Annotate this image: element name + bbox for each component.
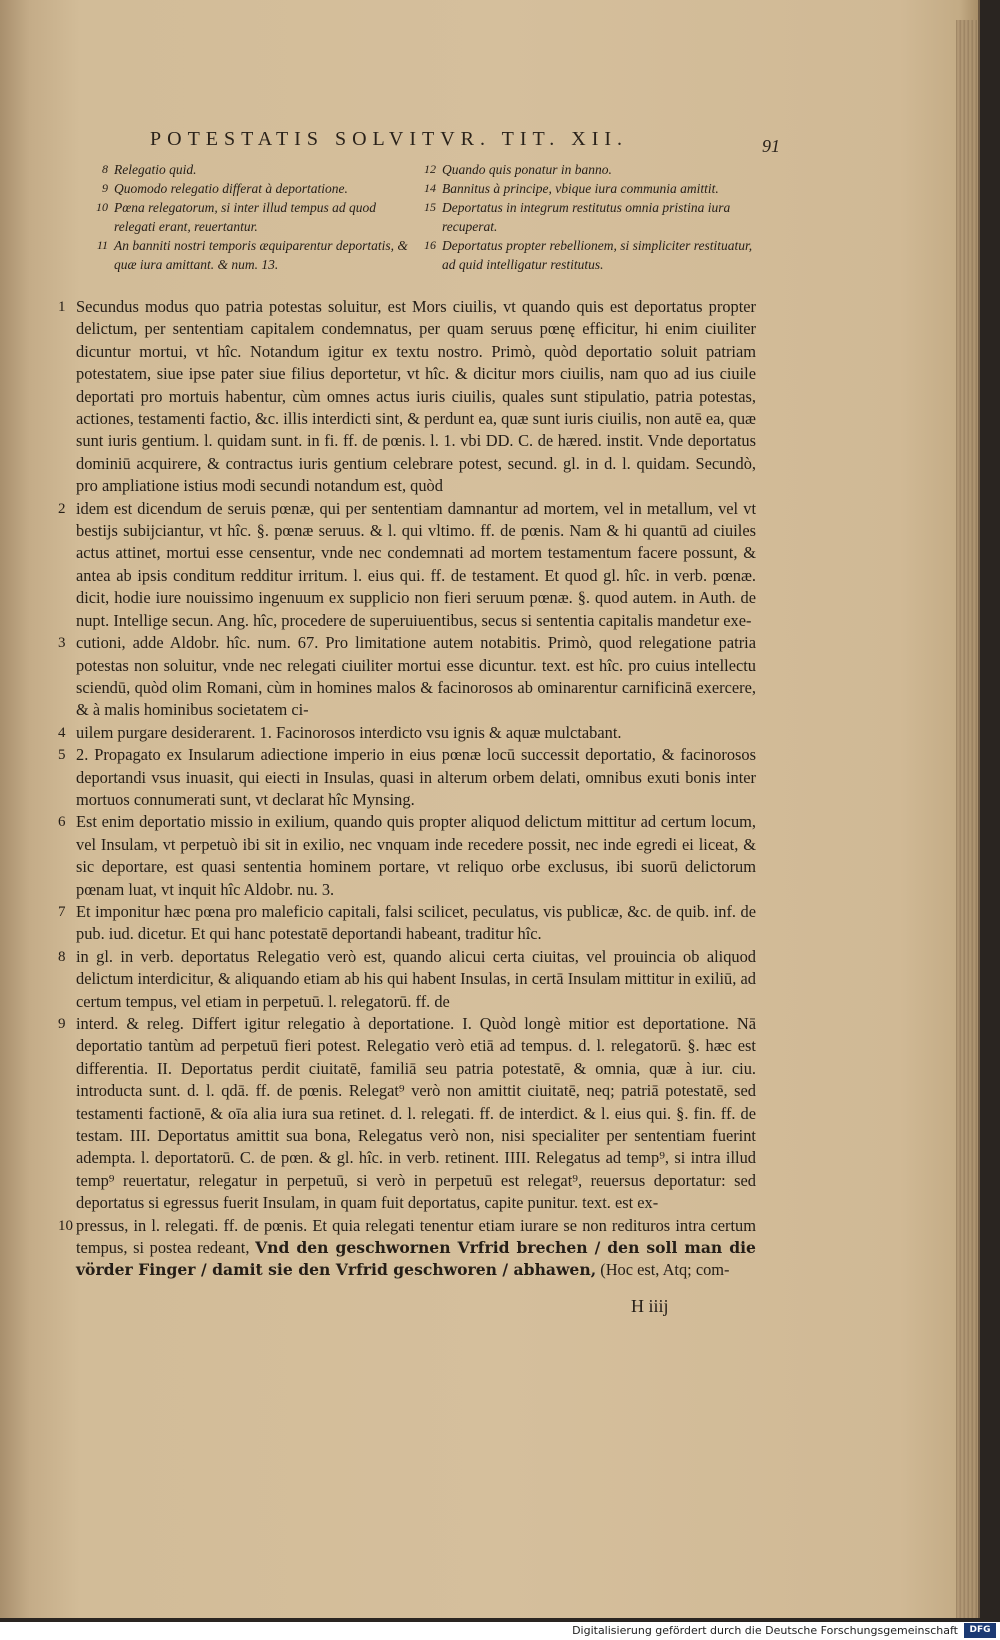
summary-number: 8 (102, 162, 108, 176)
digitization-footer (0, 1622, 1000, 1640)
margin-number: 4 (58, 724, 66, 741)
margin-number: 1 (58, 299, 66, 315)
summary-item (80, 198, 410, 236)
paragraph (58, 1215, 756, 1282)
running-title: POTESTATIS SOLVITVR. TIT. XII. (150, 128, 629, 150)
paragraph (58, 744, 756, 811)
paragraph (58, 811, 756, 901)
footer-credit: Digitalisierung gefördert durch die Deutsche Forschungsgemeinschaft (572, 1624, 958, 1637)
margin-number: 7 (58, 903, 66, 920)
summary-item (408, 179, 768, 198)
summary-text: Relegatio quid. (114, 162, 197, 177)
summary-right-column (408, 160, 768, 274)
main-text (58, 296, 756, 1282)
summary-number: 12 (424, 162, 436, 176)
summary-text: Bannitus à principe, vbique iura communia amittit. (442, 181, 719, 196)
summary-text: An banniti nostri temporis æquiparentur deportatis, & quæ iura amittant. & num. 13. (114, 238, 408, 272)
german-fraktur-text: Vnd den geschwornen Vrfrid brechen / den soll man die vörder Finger / damit sie den Vrfrid geschworen / abhawen, (76, 1238, 756, 1280)
page-number: 91 (762, 136, 780, 156)
summary-text: Deportatus propter rebellionem, si simpliciter restituatur, ad quid intelligatur restitutus. (442, 238, 753, 272)
summary-item (408, 236, 768, 274)
margin-number: 5 (58, 747, 66, 764)
paragraph-text: Secundus modus quo patria potestas soluitur, est Mors ciuilis, vt quando quis est deportatus propter delictum, per sententiam capitalem condemnatus, per quam seruus pœnę efficitur, hi enim ciuiliter dicuntur mortui, vt hîc. Notandum igitur ex textu nostro. Primò, quòd deportatio soluit patriam potestatem, siue ipse pater siue filius deportetur, vt hîc. & dicitur mors ciuilis, nam quo ad ius ciuile deportati pro mortuis habentur, cùm omnes actus iuris ciuilis, quales sunt stipulatio, patria potestas, actiones, testamenti factio, &c. illis interdicti sint, & perdunt ea, quæ sunt iuris ciuilis, non autē ea, quæ sunt iuris gentium. l. quidam sunt. in fi. ff. de pœnis. l. 1. vbi DD. C. de hæred. instit. Vnde deportatus dominiū acquirere, & contractus iuris gentium celebrare potest, secund. gl. in d. l. quidam. Secundò, pro ampliatione istius modi secundi notandum est, quòd (76, 297, 756, 496)
paragraph-text: 2. Propagato ex Insularum adiectione imperio in eius pœnæ locū successit deportatio, & facinorosos deportandi vsus inuasit, qui eiecti in Insulas, quasi in alterum orbem delati, omnibus exuti bonis inter mortuos connumerati sunt, vt declarat hîc Mynsing. (76, 745, 756, 809)
running-header (150, 128, 780, 158)
summary-number: 11 (96, 238, 108, 252)
summary-number: 14 (424, 181, 436, 195)
margin-number: 6 (58, 814, 66, 831)
summary-item (80, 160, 410, 179)
summary-item (80, 236, 410, 274)
summary-number: 15 (424, 200, 436, 214)
paragraph-text: pressus, in l. relegati. ff. de pœnis. Et quia relegati tenentur etiam iurare se non redituros intra certum tempus, si postea redeant, (76, 1215, 756, 1258)
summary-text: Quomodo relegatio differat à deportatione. (114, 181, 348, 196)
margin-number: 8 (58, 948, 66, 965)
margin-number: 10 (58, 1217, 73, 1234)
summary-number: 10 (96, 200, 108, 214)
margin-number: 9 (58, 1016, 66, 1032)
paragraph-tail: (Hoc est, Atq; com- (600, 1260, 730, 1280)
paragraph (58, 632, 756, 722)
paragraph (58, 722, 756, 744)
signature-mark: H iiij (631, 1296, 669, 1316)
paragraph-text: uilem purgare desiderarent. 1. Facinorosos interdicto vsu ignis & aquæ mulctabant. (76, 722, 622, 742)
summary-number: 9 (102, 181, 108, 195)
summary-number: 16 (424, 238, 436, 252)
paragraph-text: Est enim deportatio missio in exilium, quando quis propter aliquod delictum mittitur ad certum locum, vel Insulam, vt perpetuò ibi sit in exilio, nec vnquam inde recedere possit, nec inde egredi ei liceat, & sic deportare, est quasi sententia hominem portare, vt reliquo orbe exclusus, ibi suorū delictorum pœnam luat, vt inquit hîc Aldobr. nu. 3. (76, 812, 756, 899)
margin-number: 3 (58, 635, 66, 652)
summary-item (408, 198, 768, 236)
paragraph (58, 498, 756, 632)
paragraph-text: cutioni, adde Aldobr. hîc. num. 67. Pro limitatione autem notabitis. Primò, quod relegatione patria potestas non soluitur, vnde nec relegati ciuiliter mortui esse dicuntur. text. est hîc. pro cuius intellectu sciendū, quòd olim Romani, cùm in homines malos & facinorosos ab ominarentur carnificinā exercere, & à malis hominibus societatem ci- (76, 633, 756, 720)
paragraph (58, 296, 756, 498)
paragraph (58, 901, 756, 946)
paragraph-text: idem est dicendum de seruis pœnæ, qui per sententiam damnantur ad mortem, vel in metallum, vel vt bestijs subijciantur, vt hîc. §. pœnæ seruus. & l. qui vltimo. ff. de pœnis. Nam & hi quantū ad ciuiles actus attinet, mortui esse censentur, vnde nec condemnati ad mortem testamentum facere possunt, & antea ab ipsis conditum redditur irritum. l. eius qui. ff. de testament. Et quod gl. hîc. in verb. pœnæ. dicit, hodie iure nouissimo ingenuum ex supplicio non fieri seruum pœnæ. §. quod autem. in Auth. de nupt. Intellige secun. Ang. hîc, procedere de superuiuentibus, secus si sententia capitalis mandetur exe- (76, 498, 756, 630)
summary-left-column (80, 160, 410, 274)
summary-item (408, 160, 768, 179)
summary-text: Quando quis ponatur in banno. (442, 162, 612, 177)
summary-text: Deportatus in integrum restitutus omnia pristina iura recuperat. (442, 200, 731, 234)
paragraph (58, 946, 756, 1013)
paragraph-text: Et imponitur hæc pœna pro maleficio capitali, falsi scilicet, peculatus, vis publicæ, &c. de quib. inf. de pub. iud. dicetur. Et qui hanc potestatē deportandi habeant, traditur hîc. (76, 901, 756, 944)
paragraph-text: interd. & releg. Differt igitur relegatio à deportatione. I. Quòd longè mitior est deportatione. Nā deportatio tantùm ad perpetuū fieri potest. Relegatio verò etiā ad tempus. d. l. relegatorū. §. hæc est differentia. II. Deportatus perdit ciuitatē, familiā seu patria potestatē, & omnia, quæ à iur. ciu. introducta sunt. d. l. qdā. ff. de pœnis. Relegat⁹ verò non amittit ciuitatē, neq; patriā potestatē, sed testamenti factionē, & oīa alia iura sua retinet. d. l. relegati. ff. de interdict. & l. eius qui. §. fin. ff. de testam. III. Deportatus amittit sua bona, Relegatus verò non, nisi specialiter per sententiam fuerint adempta. l. deportatorū. C. de pœn. & gl. hîc. in verb. retinent. IIII. Relegatus ad temp⁹, si intra illud temp⁹ reuertatur, relegatur in perpetuū, si verò in perpetuū est relegat⁹, reuersus deportatur: sed deportatus si egressus fuerit Insulam, in quam fuit deportatus, capite punitur. text. est ex- (76, 1014, 756, 1213)
summary-item (80, 179, 410, 198)
paragraph-text: in gl. in verb. deportatus Relegatio verò est, quando alicui certa ciuitas, vel prouincia ob aliquod delictum interdicitur, & aliquando etiam ab his qui habent Insulas, in certā Insulam mittitur in exiliū, ad certum tempus, vel etiam in perpetuū. l. relegatorū. ff. de (76, 946, 756, 1011)
dfg-logo-icon: DFG (964, 1623, 996, 1638)
paragraph (58, 1013, 756, 1215)
margin-number: 2 (58, 500, 66, 517)
page-edges (956, 20, 978, 1618)
summary-text: Pœna relegatorum, si inter illud tempus ad quod relegati erant, reuertantur. (114, 200, 376, 234)
